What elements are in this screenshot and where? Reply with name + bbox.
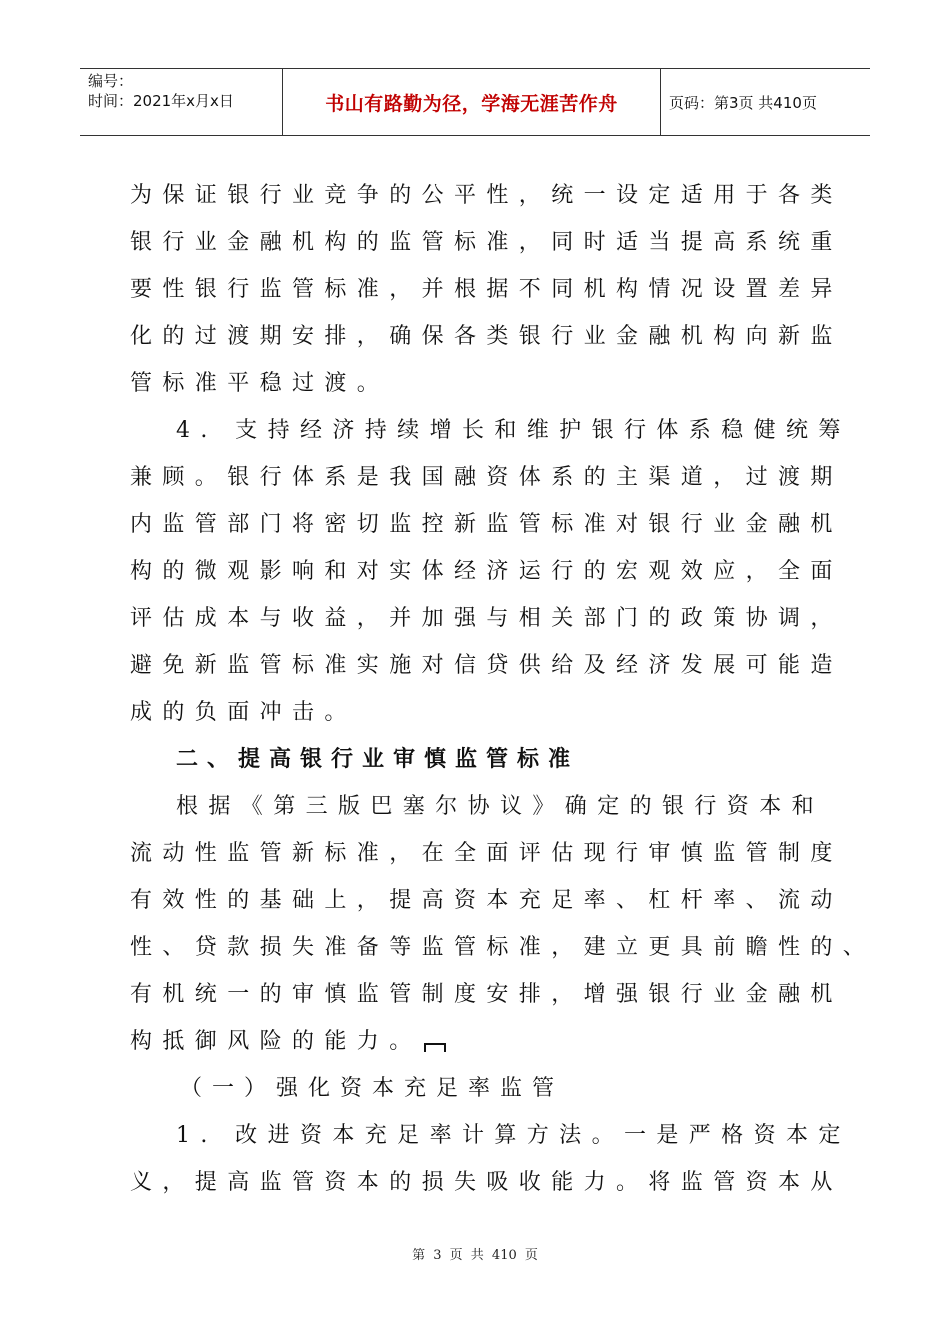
document-body [130,172,876,1206]
header-motto: 书山有路勤为径，学海无涯苦作舟 [283,69,661,135]
paragraph-line: 有效性的基础上，提高资本充足率、杠杆率、流动 [130,888,843,913]
paragraph-line: 避免新监管标准实施对信贷供给及经济发展可能造 [130,653,843,678]
paragraph-line-text: 构抵御风险的能力。 [130,1029,422,1054]
paragraph-line: 评估成本与收益，并加强与相关部门的政策协调， [130,606,843,631]
paragraph-line: 要性银行监管标准，并根据不同机构情况设置差异 [130,277,843,302]
paragraph-line: 管标准平稳过渡。 [130,371,390,396]
paragraph-line: 有机统一的审慎监管制度安排，增强银行业金融机 [130,982,843,1007]
header-meta [80,69,283,135]
paragraph-line: 性、贷款损失准备等监管标准，建立更具前瞻性的、 [130,935,876,960]
paragraph-line: 内监管部门将密切监控新监管标准对银行业金融机 [130,512,843,537]
paragraph-line: 构的微观影响和对实体经济运行的宏观效应，全面 [130,559,843,584]
paragraph-line: 1. 改进资本充足率计算方法。一是严格资本定 [176,1123,851,1148]
page-header [80,68,870,136]
paragraph-line: 兼顾。银行体系是我国融资体系的主渠道，过渡期 [130,465,843,490]
page-footer: 第 3 页 共 410 页 [412,1248,538,1263]
paragraph-line: 根据《第三版巴塞尔协议》确定的银行资本和 [176,794,825,819]
paragraph-line: 义，提高监管资本的损失吸收能力。将监管资本从 [130,1170,843,1195]
document-number-label: 编号： [88,72,134,90]
bracket-mark-icon [424,1043,446,1052]
subsection-heading: （一）强化资本充足率监管 [180,1076,565,1101]
section-heading: 二、提高银行业审慎监管标准 [176,747,580,772]
paragraph-line: 流动性监管新标准，在全面评估现行审慎监管制度 [130,841,843,866]
paragraph-line: 成的负面冲击。 [130,700,357,725]
paragraph-line: 4. 支持经济持续增长和维护银行体系稳健统筹 [176,418,851,443]
paragraph-line: 为保证银行业竞争的公平性，统一设定适用于各类 [130,183,843,208]
paragraph-line: 银行业金融机构的监管标准，同时适当提高系统重 [130,230,843,255]
document-date-label: 时间：2021年x月x日 [88,92,234,110]
paragraph-line-with-mark [130,1018,850,1065]
paragraph-line: 化的过渡期安排，确保各类银行业金融机构向新监 [130,324,843,349]
header-page-number: 页码：第3页 共410页 [669,93,817,112]
